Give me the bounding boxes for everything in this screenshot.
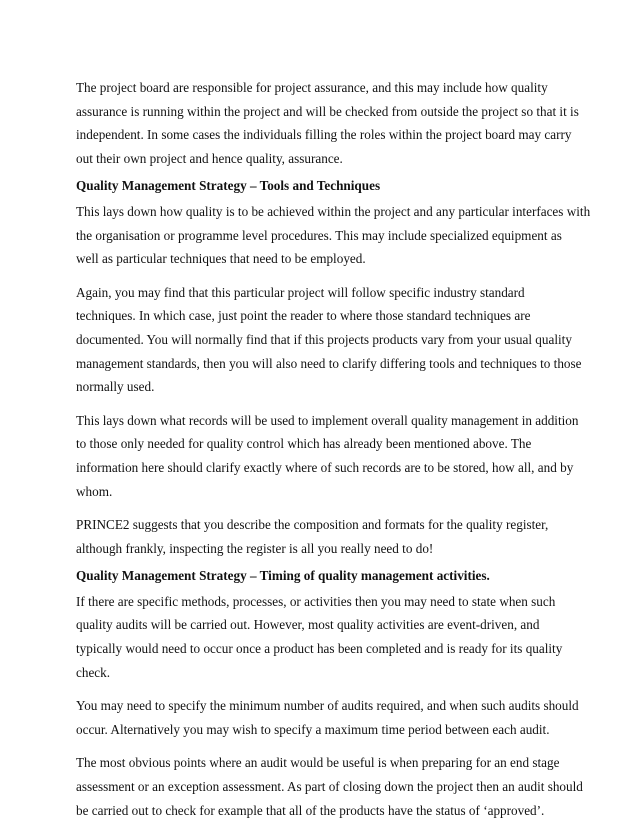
section-heading-timing: Quality Management Strategy – Timing of quality management activities. — [76, 568, 490, 584]
paragraph-records — [76, 409, 579, 503]
text-line: whom. — [76, 483, 113, 499]
paragraph-audit-points — [76, 751, 583, 822]
text-line: If there are specific methods, processes, or activities then you may need to state when such — [76, 593, 556, 609]
text-line: normally used. — [76, 379, 155, 395]
text-line: PRINCE2 suggests that you describe the composition and formats for the quality register, — [76, 517, 549, 533]
text-line: typically would need to occur once a product has been completed and is ready for its quality — [76, 641, 563, 657]
text-line: occur. Alternatively you may wish to specify a maximum time period between each audit. — [76, 721, 550, 737]
text-line: to those only needed for quality control which has already been mentioned above. The — [76, 436, 532, 452]
paragraph-industry-standards — [76, 281, 582, 399]
text-line: This lays down what records will be used to implement overall quality management in addition — [76, 412, 579, 428]
document-body — [76, 76, 591, 832]
text-line: management standards, then you will also need to clarify differing tools and techniques to those — [76, 355, 582, 371]
text-line: although frankly, inspecting the register is all you really need to do! — [76, 540, 434, 556]
text-line: The most obvious points where an audit would be useful is when preparing for an end stage — [76, 755, 560, 771]
text-line: techniques. In which case, just point the reader to where those standard techniques are — [76, 308, 531, 324]
text-line: assessment or an exception assessment. As part of closing down the project then an audit should — [76, 779, 583, 795]
text-line: documented. You will normally find that if this projects products vary from your usual quality — [76, 331, 572, 347]
text-line: well as particular techniques that need to be employed. — [76, 251, 366, 267]
text-line: be carried out to check for example that all of the products have the status of ‘approved’. — [76, 802, 545, 818]
paragraph-tools-intro — [76, 200, 591, 271]
text-line: information here should clarify exactly where of such records are to be stored, how all, and by — [76, 459, 574, 475]
section-heading-tools-techniques: Quality Management Strategy – Tools and Techniques — [76, 178, 381, 194]
text-line: independent. In some cases the individuals filling the roles within the project board may carry — [76, 127, 572, 143]
text-line: assurance is running within the project and will be checked from outside the project so that it is — [76, 103, 579, 119]
text-line: check. — [76, 664, 111, 680]
text-line: This lays down how quality is to be achieved within the project and any particular interfaces with — [76, 203, 591, 219]
text-line: quality audits will be carried out. However, most quality activities are event-driven, and — [76, 617, 540, 633]
text-line: Again, you may find that this particular project will follow specific industry standard — [76, 284, 525, 300]
paragraph-audit-timing — [76, 590, 568, 684]
text-line: the organisation or programme level procedures. This may include specialized equipment as — [76, 227, 562, 243]
text-line: out their own project and hence quality, assurance. — [76, 150, 343, 166]
paragraph-quality-register — [76, 513, 568, 560]
paragraph-audit-number — [76, 694, 579, 741]
text-line: The project board are responsible for project assurance, and this may include how quality — [76, 80, 548, 95]
text-line: You may need to specify the minimum number of audits required, and when such audits should — [76, 698, 579, 714]
paragraph-project-assurance — [76, 76, 579, 170]
